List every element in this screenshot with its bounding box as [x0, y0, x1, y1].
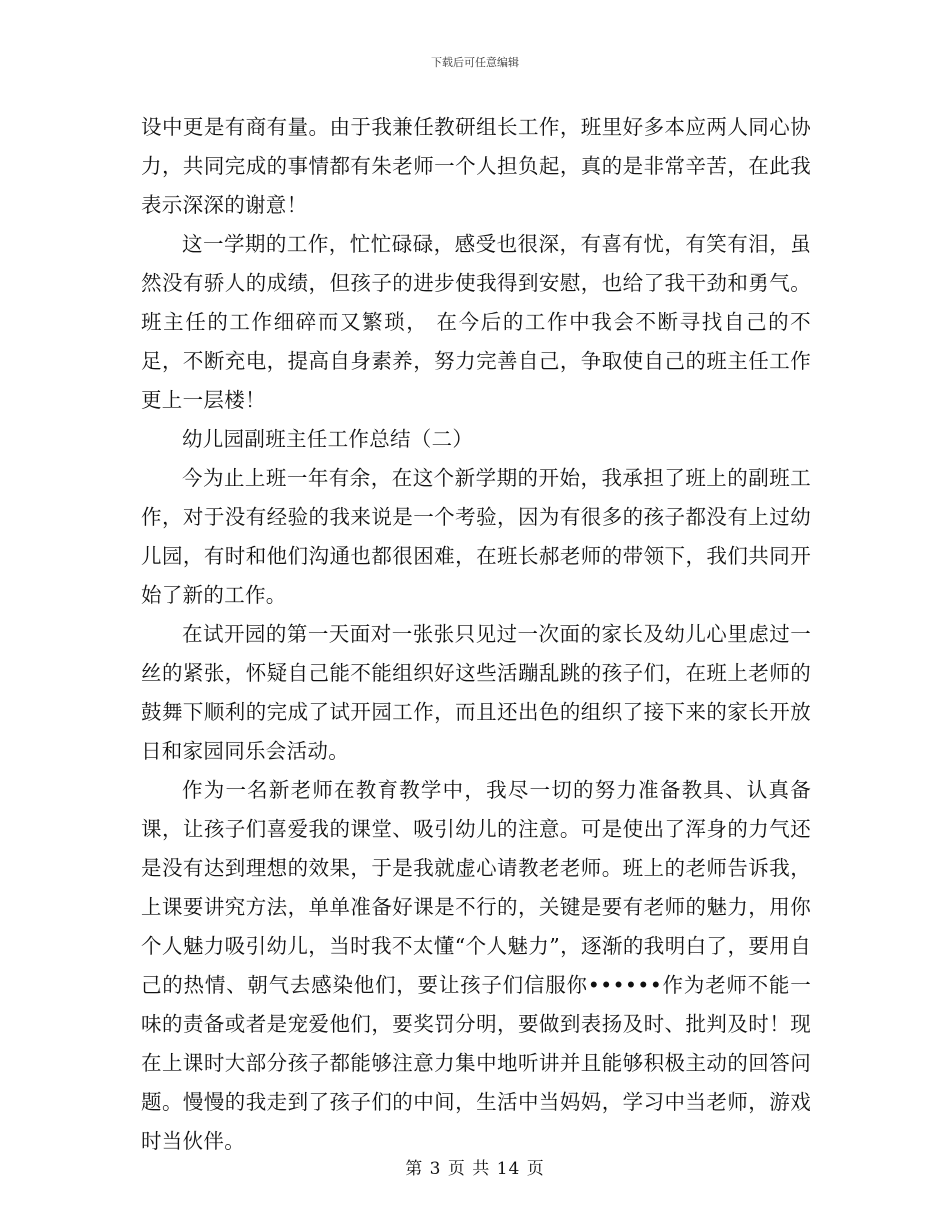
paragraph-1: 设中更是有商有量。由于我兼任教研组长工作，班里好多本应两人同心协力，共同完成的事情都有朱老师一个人担负起，真的是非常辛苦，在此我表示深深的谢意！: [141, 115, 811, 217]
paragraph-2: 这一学期的工作，忙忙碌碌，感受也很深，有喜有忧，有笑有泪，虽然没有骄人的成绩，但孩子的进步使我得到安慰，也给了我干劲和勇气。班主任的工作细碎而又繁琐， 在今后的工作中我会不断寻找自己的不足，不断充电，提高自身素养，努力完善自己，争取使自己的班主任工作更上一层楼！: [141, 232, 811, 412]
page-number-label: 第 3 页 共 14 页: [405, 1159, 545, 1179]
page-footer: [0, 1154, 950, 1179]
page-header: [0, 54, 950, 70]
section-heading: 幼儿园副班主任工作总结（二）: [182, 427, 474, 451]
document-body: [141, 108, 811, 1161]
header-note: 下载后可任意编辑: [431, 56, 519, 69]
paragraph-3: 今为止上班一年有余，在这个新学期的开始，我承担了班上的副班工作，对于没有经验的我来说是一个考验，因为有很多的孩子都没有上过幼儿园，有时和他们沟通也都很困难，在班长郝老师的带领下，我们共同开始了新的工作。: [141, 466, 811, 607]
paragraph-4: 在试开园的第一天面对一张张只见过一次面的家长及幼儿心里虑过一丝的紧张，怀疑自己能不能组织好这些活蹦乱跳的孩子们，在班上老师的鼓舞下顺利的完成了试开园工作，而且还出色的组织了接下来的家长开放日和家园同乐会活动。: [141, 622, 811, 763]
paragraph-5: 作为一名新老师在教育教学中，我尽一切的努力准备教具、认真备课，让孩子们喜爱我的课堂、吸引幼儿的注意。可是使出了浑身的力气还是没有达到理想的效果，于是我就虚心请教老老师。班上的老师告诉我，上课要讲究方法，单单准备好课是不行的，关键是要有老师的魅力，用你个人魅力吸引幼儿，当时我不太懂“个人魅力”，逐渐的我明白了，要用自己的热情、朝气去感染他们，要让孩子们信服你••••••作为老师不能一味的责备或者是宠爱他们，要奖罚分明，要做到表扬及时、批判及时！现在上课时大部分孩子都能够注意力集中地听讲并且能够积极主动的回答问题。慢慢的我走到了孩子们的中间，生活中当妈妈，学习中当老师，游戏时当伙伴。: [141, 778, 811, 1153]
